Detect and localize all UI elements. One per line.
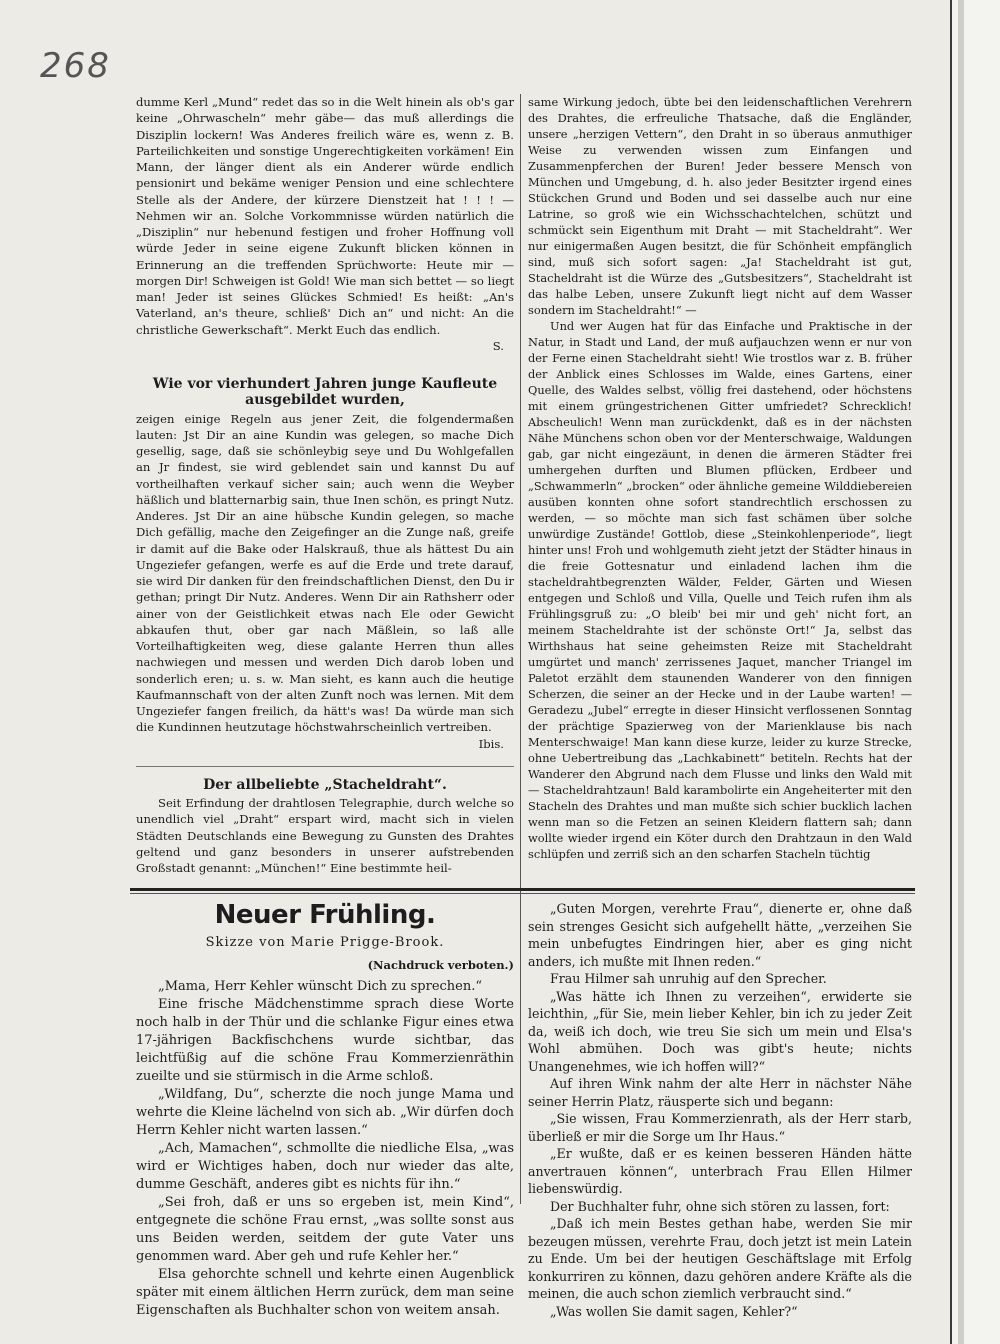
paragraph: same Wirkung jedoch, übte bei den leidenschaftlichen Verehrern des Drahtes, die erfreuliche Thatsache, daß die Engländer, unsere „herzigen Vettern“, den Draht in so überaus anmuthiger Weise zu verwenden wissen zum Einfangen und Zusammenpferchen der Buren! Jeder bessere Mensch von München und Umgebung, d. h. also jeder Besitzter irgend eines Stückchen Grund und Boden und sei dasselbe auch nur eine Latrine, so groß wie ein Wichsschachtelchen, schützt und schmückt sein Eigenthum mit Draht — mit Stacheldraht“. Wer nur einigermaßen Augen besitzt, die für Schönheit empfänglich sind, muß sich sofort sagen: „Ja! Stacheldraht ist gut, Stacheldraht ist die Würze des „Gutsbesitzers“, Stacheldraht ist das halbe Leben, unsere Zukunft liegt nicht auf dem Wasser sondern im Stacheldraht!“ —	[528, 95, 912, 317]
story-title: Neuer Frühling.	[214, 900, 436, 930]
page-number: 268	[40, 46, 111, 86]
paragraph: „Wildfang, Du“, scherzte die noch junge Mama und wehrte die Kleine lächelnd von sich ab. „Wir dürfen doch Herrn Kehler nicht warten lassen.“	[136, 1087, 514, 1138]
story-left-column	[136, 900, 514, 1320]
column-divider	[520, 94, 521, 1204]
page-gutter	[958, 0, 964, 1344]
article-heading: Der allbeliebte „Stacheldraht“.	[136, 766, 514, 793]
paragraph: „Was wollen Sie damit sagen, Kehler?“	[550, 1303, 798, 1319]
signature: S.	[492, 338, 504, 353]
reprint-note: (Nachdruck verboten.)	[367, 958, 514, 972]
paragraph: dumme Kerl „Mund“ redet das so in die Welt hinein als ob's gar keine „Ohrwascheln“ mehr gäbe— das muß allerdings die Disziplin lockern! Was Anderes freilich wäre es, wenn z. B. Parteilichkeiten und sonstige Ungerechtigkeiten vorkämen! Ein Mann, der länger dient als ein Anderer würde endlich pensionirt und bekäme weniger Pension und eine schlechtere Stelle als der Andere, der kürzere Dienstzeit hat ! ! ! — Nehmen wir an. Solche Vorkommnisse würden natürlich die „Disziplin“ nur hebenund festigen und froher Hoffnung voll würde Jeder in seine eigene Zukunft blicken können in Erinnerung an die treffenden Sprüchworte: Heute mir — morgen Dir! Schweigen ist Gold! Wie man sich bettet — so liegt man! Jeder ist seines Glückes Schmied! Es heißt: „An's Vaterland, an's theure, schließ' Dich an“ und nicht: An die christliche Gewerkschaft“. Merkt Euch das endlich.	[136, 95, 514, 337]
paragraph: „Was hätte ich Ihnen zu verzeihen“, erwiderte sie leichthin, „für Sie, mein lieber Kehler, bin ich zu jeder Zeit da, weiß ich doch, wie treu Sie sich um mein und Elsa's Wohl abmühen. Doch was gibt's heute; nichts Unangenehmes, wie ich hoffen will?“	[528, 988, 912, 1074]
paragraph: zeigen einige Regeln aus jener Zeit, die folgendermaßen lauten: Jst Dir an aine Kundin was gelegen, so mache Dich gesellig, sage, daß sie schönleybig seye und Du Wohlgefallen an Jr findest, sie wird geblendet sain und kannst Du auf vortheilhaften verkauf sicher sain; auch wenn die Weyber häßlich und blatternarbig sain, thue Inen schön, es pringt Nutz. Anderes. Jst Dir an aine hübsche Kundin gelegen, so mache Dich gefällig, mache den Zeigefinger an die Zunge naß, greife ir damit auf die Bake oder Halskrauß, thue als hättest Du ain Ungeziefer gefangen, werfe es auf die Erde und trete darauf, sie wird Dir danken für den freindschaftlichen Dienst, den Du ir gethan; pringt Dir Nutz. Anderes. Wenn Dir ain Rathsherr oder ainer von der Geistlichkeit etwas nach Ele oder Gewicht abkaufen thut, ober gar nach Mäßlein, so laß alle Vorteilhaftigkeiten weg, diese galante Herren thun alles nachwiegen und messen und werden Dich darob loben und sonderlich eren; u. s. w. Man sieht, es kann auch die heutige Kaufmannschaft von der alten Zunft noch was lernen. Mit dem Ungeziefer fangen freilich, da hätt's was! Da würde man sich die Kundinnen heutzutage höchstwahrscheinlich vertreiben.	[136, 411, 514, 735]
paragraph: „Guten Morgen, verehrte Frau“, dienerte er, ohne daß sein strenges Gesicht sich aufgehellt hätte, „verzeihen Sie mein unbefugtes Eindringen hier, aber es ging nicht anders, ich mußte mit Ihnen reden.“	[528, 901, 912, 969]
paragraph: Frau Hilmer sah unruhig auf den Sprecher.	[550, 971, 827, 986]
paragraph: „Er wußte, daß er es keinen besseren Händen hätte anvertrauen können“, unterbrach Frau Ellen Hilmer liebenswürdig.	[528, 1146, 912, 1196]
paragraph: Und wer Augen hat für das Einfache und Praktische in der Natur, in Stadt und Land, der muß aufjauchzen wenn er nur von der Ferne einen Stacheldraht sieht! Wie trostlos war z. B. früher der Anblick eines Schlosses im Walde, eines Gartens, einer Quelle, des Waldes selbst, völlig frei dastehend, oder höchstens mit einem grüngestrichenen Gitter umfriedet? Schrecklich! Abscheulich! Wenn man zurückdenkt, daß es in der nächsten Nähe Münchens schon oben vor der Menterschwaige, Waldungen gab, gar nicht eingezäunt, in denen die ärmeren Städter frei umhergehen durften und Blumen pflücken, Erdbeer und „Schwammerln“ „brocken“ oder ähnliche gemeine Wilddiebereien ausüben konnten ohne sofort standrechtlich erschossen zu werden, — so möchte man sich fast schämen über solche unwürdige Zustände! Gottlob, diese „Steinkohlenperiode“, liegt hinter uns! Froh und wohlgemuth zieht jetzt der Städter hinaus in die freie Gottesnatur und einladend lachen ihm die stacheldrahtbegrenzten Wälder, Felder, Gärten und Wiesen entgegen und Schloß und Villa, Quelle und Teich rufen ihm als Frühlingsgruß zu: „O bleib' bei mir und geh' nicht fort, an meinem Stacheldrahte ist der schönste Ort!“ Ja, selbst das Wirthshaus hat seine geheimsten Reize mit Stacheldraht umgürtet und manch' zerrissenes Jaquet, mancher Triangel im Paletot erzählt dem staunenden Wanderer von den finnigen Scherzen, die seiner an der Hecke und in der Laube warten! — Geradezu „Jubel“ erregte in dieser Hinsicht verflossenen Sonntag der prächtige Spazierweg von der Marienklause bis nach Menterschwaige! Man kann diese kurze, leider zu kurze Strecke, ohne Uebertreibung das „Lachkabinett“ betiteln. Rechts hat der Wanderer den Abgrund nach dem Flusse und links den Wald mit — Stacheldrahtzaun! Bald karambolirte ein Angeheiterter mit den Stacheln des Drahtes und man mußte sich schier bucklich lachen wenn man so die Fetzen an seinen Kleidern flattern sah; dann wollte wieder irgend ein Köter durch den Drahtzaun in den Wald schlüpfen und zerriß sich an den scharfen Stacheln tüchtig	[528, 319, 912, 861]
paragraph: Der Buchhalter fuhr, ohne sich stören zu lassen, fort:	[550, 1198, 890, 1214]
paragraph: Seit Erfindung der drahtlosen Telegraphie, durch welche so unendlich viel „Draht“ erspart wird, macht sich in vielen Städten Deutschlands eine Bewegung zu Gunsten des Drahtes geltend und ganz besonders in unserer aufstrebenden Großstadt genannt: „München!“ Eine bestimmte heil-	[136, 796, 514, 875]
signature: Ibis.	[478, 736, 504, 751]
paragraph: „Daß ich mein Bestes gethan habe, werden Sie mir bezeugen müssen, verehrte Frau, doch jetzt ist mein Latein zu Ende. Um bei der heutigen Geschäftslage mit Erfolg konkurriren zu können, dazu gehören andere Kräfte als die meinen, die auch schon ziemlich verbraucht sind.“	[528, 1216, 912, 1301]
section-rule-thin	[130, 893, 915, 894]
article-heading: Wie vor vierhundert Jahren junge Kaufleute ausgebildet wurden,	[152, 376, 498, 409]
left-column-top	[136, 94, 514, 876]
section-rule	[130, 888, 915, 891]
paragraph: Auf ihren Wink nahm der alte Herr in nächster Nähe seiner Herrin Platz, räusperte sich und begann:	[528, 1076, 912, 1109]
story-byline: Skizze von Marie Prigge-Brook.	[205, 935, 445, 950]
paragraph: „Ach, Mamachen“, schmollte die niedliche Elsa, „was wird er Wichtiges haben, doch nur wieder das alte, dumme Geschäft, anderes gibt es nichts für ihn.“	[136, 1141, 514, 1192]
paragraph: Elsa gehorchte schnell und kehrte einen Augenblick später mit einem ältlichen Herrn zurück, dem man seine Eigenschaften als Buchhalter schon von weitem ansah.	[136, 1267, 514, 1318]
paragraph: Eine frische Mädchenstimme sprach diese Worte noch halb in der Thür und die schlanke Figur eines etwa 17-jährigen Backfischchens wurde sichtbar, das leichtfüßig auf die schöne Frau Kommerzienräthin zueilte und sie stürmisch in die Arme schloß.	[136, 997, 514, 1084]
right-column-top	[528, 94, 912, 862]
paragraph: „Sie wissen, Frau Kommerzienrath, als der Herr starb, überließ er mir die Sorge um Ihr Haus.“	[528, 1111, 912, 1144]
paragraph: „Mama, Herr Kehler wünscht Dich zu sprechen.“	[158, 979, 483, 994]
story-right-column	[528, 900, 912, 1320]
paragraph: „Sei froh, daß er uns so ergeben ist, mein Kind“, entgegnete die schöne Frau ernst, „was sollte sonst aus uns Beiden werden, seitdem der gute Vater uns genommen ward. Aber geh und rufe Kehler her.“	[136, 1195, 514, 1264]
